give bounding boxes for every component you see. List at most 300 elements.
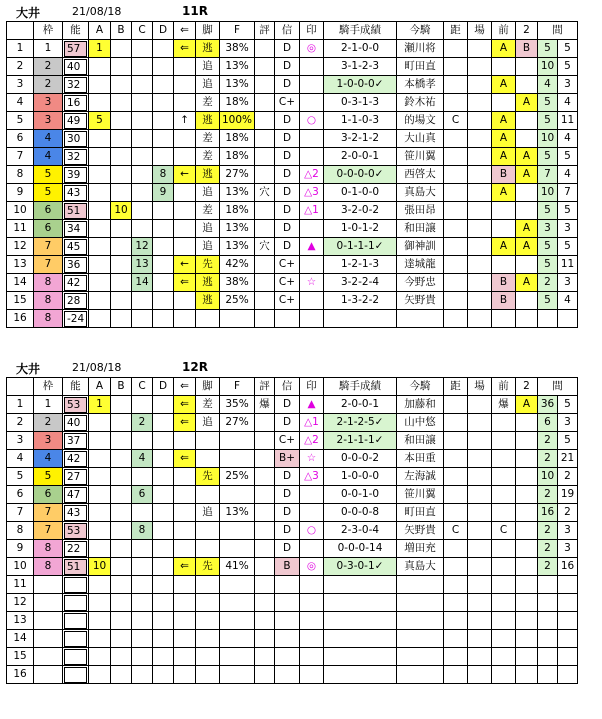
ability-cell (63, 522, 89, 540)
interval-cell-2: 5 (558, 148, 578, 166)
distance-cell (444, 76, 468, 94)
previous-cell: C (492, 522, 516, 540)
second-cell: A (516, 238, 538, 256)
distance-cell (444, 292, 468, 310)
table-row (7, 112, 578, 130)
rating-cell (255, 220, 275, 238)
trust-cell: D (275, 148, 300, 166)
jockey-name-cell: 達城龍 (397, 256, 444, 274)
jockey-record-cell: 0-0-0-0✓ (324, 166, 397, 184)
mark-cell: ☆ (300, 450, 324, 468)
venue-name: 大井 (16, 362, 41, 376)
jockey-record-cell: 3-2-0-2 (324, 202, 397, 220)
mark-cell: △3 (300, 184, 324, 202)
col-d-cell (153, 558, 174, 576)
second-cell (516, 76, 538, 94)
col-d-cell (153, 238, 174, 256)
frame-cell: 6 (34, 486, 63, 504)
col-c-cell (132, 576, 153, 594)
interval-cell-2: 5 (558, 58, 578, 76)
mark-cell (300, 666, 324, 684)
ability-cell (63, 558, 89, 576)
interval-cell-2: 3 (558, 220, 578, 238)
ability-value (64, 631, 87, 647)
rating-cell: 穴 (255, 238, 275, 256)
col-c-cell (132, 540, 153, 558)
course-cell (468, 130, 492, 148)
course-cell (468, 504, 492, 522)
frame-cell (34, 630, 63, 648)
ability-cell (63, 202, 89, 220)
f-percent-cell: 25% (220, 292, 255, 310)
row-number-cell: 11 (7, 576, 34, 594)
trust-cell: C+ (275, 432, 300, 450)
distance-cell (444, 148, 468, 166)
interval-cell-1: 10 (538, 130, 558, 148)
interval-cell-1 (538, 648, 558, 666)
rating-cell (255, 292, 275, 310)
second-cell (516, 310, 538, 328)
interval-cell-1: 3 (538, 220, 558, 238)
ability-value: 32 (64, 149, 87, 165)
leg-style-cell: 逃 (196, 166, 220, 184)
header-cell: 能 (63, 378, 89, 396)
arrow-cell: ← (174, 256, 196, 274)
row-number-cell: 14 (7, 274, 34, 292)
row-number-cell: 3 (7, 432, 34, 450)
col-d-cell (153, 612, 174, 630)
trust-cell: D (275, 414, 300, 432)
ability-cell (63, 130, 89, 148)
ability-value (64, 577, 87, 593)
leg-style-cell: 追 (196, 58, 220, 76)
interval-cell-2: 5 (558, 432, 578, 450)
ability-value: 45 (64, 239, 87, 255)
header-cell: 場 (468, 378, 492, 396)
leg-style-cell: 差 (196, 94, 220, 112)
course-cell (468, 540, 492, 558)
ability-value: 51 (64, 203, 87, 219)
interval-cell-2: 4 (558, 130, 578, 148)
f-percent-cell: 18% (220, 130, 255, 148)
row-number-cell: 2 (7, 414, 34, 432)
mark-cell (300, 148, 324, 166)
f-percent-cell: 18% (220, 202, 255, 220)
rating-cell: 穴 (255, 184, 275, 202)
jockey-record-cell: 2-1-1-1✓ (324, 432, 397, 450)
rating-cell (255, 202, 275, 220)
arrow-cell (174, 576, 196, 594)
col-b-cell (111, 486, 132, 504)
frame-cell: 8 (34, 540, 63, 558)
interval-cell-2: 3 (558, 414, 578, 432)
col-b-cell (111, 414, 132, 432)
col-d-cell (153, 648, 174, 666)
ability-cell (63, 594, 89, 612)
row-number-cell: 15 (7, 648, 34, 666)
f-percent-cell: 13% (220, 76, 255, 94)
distance-cell (444, 576, 468, 594)
ability-value: 42 (64, 275, 87, 291)
frame-cell: 8 (34, 292, 63, 310)
col-b-cell (111, 184, 132, 202)
ability-cell (63, 666, 89, 684)
rating-cell (255, 540, 275, 558)
jockey-name-cell (397, 612, 444, 630)
race-table-11r (6, 21, 578, 328)
ability-cell (63, 396, 89, 414)
previous-cell (492, 612, 516, 630)
col-c-cell: 2 (132, 414, 153, 432)
ability-value: 40 (64, 59, 87, 75)
race-number: 12R (182, 360, 208, 374)
rating-cell (255, 648, 275, 666)
frame-cell: 1 (34, 396, 63, 414)
jockey-record-cell: 1-0-0-0 (324, 468, 397, 486)
previous-cell (492, 648, 516, 666)
f-percent-cell (220, 612, 255, 630)
col-a-cell (89, 292, 111, 310)
second-cell (516, 450, 538, 468)
interval-cell-1: 2 (538, 274, 558, 292)
frame-cell: 4 (34, 130, 63, 148)
col-d-cell (153, 396, 174, 414)
ability-cell (63, 468, 89, 486)
leg-style-cell: 先 (196, 256, 220, 274)
header-cell: 枠 (34, 378, 63, 396)
course-cell (468, 184, 492, 202)
distance-cell (444, 504, 468, 522)
jockey-name-cell: 真島大 (397, 558, 444, 576)
col-c-cell (132, 612, 153, 630)
frame-cell: 3 (34, 94, 63, 112)
interval-cell-1: 5 (538, 40, 558, 58)
ability-value: 22 (64, 541, 87, 557)
jockey-name-cell: 瀬川将 (397, 40, 444, 58)
f-percent-cell (220, 576, 255, 594)
rating-cell (255, 522, 275, 540)
trust-cell: B+ (275, 450, 300, 468)
rating-cell (255, 630, 275, 648)
distance-cell (444, 184, 468, 202)
ability-cell (63, 414, 89, 432)
ability-cell (63, 432, 89, 450)
ability-value: 37 (64, 433, 87, 449)
table-row (7, 540, 578, 558)
col-d-cell (153, 112, 174, 130)
col-a-cell (89, 522, 111, 540)
mark-cell (300, 648, 324, 666)
jockey-name-cell: 加藤和 (397, 396, 444, 414)
jockey-record-cell (324, 310, 397, 328)
arrow-cell (174, 666, 196, 684)
arrow-cell: ⇐ (174, 414, 196, 432)
previous-cell: B (492, 292, 516, 310)
col-d-cell (153, 40, 174, 58)
row-number-cell: 8 (7, 166, 34, 184)
trust-cell: D (275, 468, 300, 486)
arrow-cell (174, 540, 196, 558)
distance-cell (444, 594, 468, 612)
header-cell: C (132, 22, 153, 40)
frame-cell: 8 (34, 558, 63, 576)
leg-style-cell: 追 (196, 184, 220, 202)
second-cell (516, 504, 538, 522)
second-cell (516, 576, 538, 594)
f-percent-cell (220, 666, 255, 684)
ability-value: 43 (64, 505, 87, 521)
trust-cell: D (275, 58, 300, 76)
jockey-record-cell: 2-3-0-4 (324, 522, 397, 540)
race-date: 21/08/18 (72, 5, 122, 18)
table-row (7, 414, 578, 432)
jockey-name-cell: 御神訓 (397, 238, 444, 256)
col-a-cell (89, 486, 111, 504)
row-number-cell: 1 (7, 40, 34, 58)
interval-cell-1: 2 (538, 450, 558, 468)
jockey-record-cell (324, 648, 397, 666)
leg-style-cell (196, 594, 220, 612)
jockey-name-cell: 本田重 (397, 450, 444, 468)
arrow-cell: ⇐ (174, 274, 196, 292)
header-cell: 印 (300, 22, 324, 40)
arrow-cell (174, 130, 196, 148)
jockey-name-cell (397, 648, 444, 666)
leg-style-cell: 逃 (196, 40, 220, 58)
arrow-cell (174, 594, 196, 612)
col-b-cell (111, 468, 132, 486)
frame-cell (34, 648, 63, 666)
interval-cell-1 (538, 612, 558, 630)
col-b-cell (111, 238, 132, 256)
course-cell (468, 522, 492, 540)
col-b-cell (111, 630, 132, 648)
frame-cell: 4 (34, 450, 63, 468)
trust-cell: D (275, 540, 300, 558)
leg-style-cell: 差 (196, 202, 220, 220)
race-date: 21/08/18 (72, 361, 122, 374)
ability-cell (63, 504, 89, 522)
arrow-cell (174, 432, 196, 450)
header-cell: 今騎 (397, 22, 444, 40)
second-cell: A (516, 166, 538, 184)
f-percent-cell: 13% (220, 220, 255, 238)
previous-cell: 爆 (492, 396, 516, 414)
interval-cell-2: 19 (558, 486, 578, 504)
table-row (7, 396, 578, 414)
course-cell (468, 202, 492, 220)
rating-cell (255, 450, 275, 468)
jockey-name-cell: 山中悠 (397, 414, 444, 432)
ability-value: 16 (64, 95, 87, 111)
interval-cell-1: 5 (538, 202, 558, 220)
trust-cell (275, 612, 300, 630)
ability-value (64, 613, 87, 629)
col-a-cell (89, 166, 111, 184)
interval-cell-2 (558, 612, 578, 630)
table-row (7, 238, 578, 256)
col-b-cell (111, 648, 132, 666)
col-a-cell (89, 94, 111, 112)
previous-cell: B (492, 274, 516, 292)
ability-cell (63, 630, 89, 648)
second-cell (516, 612, 538, 630)
col-c-cell (132, 166, 153, 184)
col-b-cell (111, 274, 132, 292)
trust-cell: D (275, 166, 300, 184)
trust-cell (275, 648, 300, 666)
col-d-cell (153, 468, 174, 486)
table-row (7, 40, 578, 58)
leg-style-cell (196, 486, 220, 504)
distance-cell (444, 220, 468, 238)
mark-cell (300, 576, 324, 594)
col-d-cell (153, 310, 174, 328)
col-b-cell (111, 666, 132, 684)
frame-cell: 7 (34, 256, 63, 274)
mark-cell: △2 (300, 432, 324, 450)
row-number-cell: 4 (7, 94, 34, 112)
table-row (7, 558, 578, 576)
rating-cell (255, 594, 275, 612)
frame-cell (34, 666, 63, 684)
arrow-cell (174, 630, 196, 648)
row-number-cell: 5 (7, 112, 34, 130)
distance-cell: C (444, 522, 468, 540)
col-d-cell (153, 504, 174, 522)
previous-cell (492, 220, 516, 238)
jockey-record-cell: 0-0-0-14 (324, 540, 397, 558)
col-c-cell (132, 40, 153, 58)
interval-cell-2: 11 (558, 256, 578, 274)
col-d-cell (153, 130, 174, 148)
col-c-cell (132, 130, 153, 148)
col-c-cell (132, 504, 153, 522)
table-row (7, 256, 578, 274)
col-b-cell (111, 310, 132, 328)
f-percent-cell: 41% (220, 558, 255, 576)
jockey-name-cell: 左海誠 (397, 468, 444, 486)
row-number-cell: 12 (7, 594, 34, 612)
row-number-cell: 2 (7, 58, 34, 76)
f-percent-cell (220, 630, 255, 648)
course-cell (468, 450, 492, 468)
table-row (7, 220, 578, 238)
col-c-cell (132, 76, 153, 94)
jockey-record-cell: 0-1-0-0 (324, 184, 397, 202)
col-b-cell (111, 612, 132, 630)
jockey-name-cell: 増田充 (397, 540, 444, 558)
header-cell: C (132, 378, 153, 396)
trust-cell: D (275, 396, 300, 414)
rating-cell (255, 130, 275, 148)
second-cell: A (516, 274, 538, 292)
course-cell (468, 310, 492, 328)
race-number: 11R (182, 4, 208, 18)
frame-cell: 5 (34, 468, 63, 486)
jockey-name-cell: 笹川翼 (397, 486, 444, 504)
header-cell: 枠 (34, 22, 63, 40)
rating-cell (255, 576, 275, 594)
previous-cell (492, 450, 516, 468)
row-number-cell: 1 (7, 396, 34, 414)
col-b-cell: 10 (111, 202, 132, 220)
distance-cell (444, 648, 468, 666)
second-cell (516, 558, 538, 576)
course-cell (468, 468, 492, 486)
interval-cell-1 (538, 576, 558, 594)
interval-cell-2: 5 (558, 238, 578, 256)
frame-cell: 4 (34, 148, 63, 166)
frame-cell: 6 (34, 202, 63, 220)
leg-style-cell: 逃 (196, 112, 220, 130)
ability-value: 53 (64, 523, 87, 539)
distance-cell (444, 130, 468, 148)
col-b-cell (111, 130, 132, 148)
distance-cell (444, 486, 468, 504)
f-percent-cell: 42% (220, 256, 255, 274)
trust-cell: D (275, 184, 300, 202)
jockey-record-cell: 2-0-0-1 (324, 396, 397, 414)
table-row (7, 594, 578, 612)
arrow-cell (174, 76, 196, 94)
ability-value: 30 (64, 131, 87, 147)
second-cell (516, 58, 538, 76)
header-cell: 距 (444, 22, 468, 40)
col-d-cell (153, 58, 174, 76)
row-number-cell: 10 (7, 558, 34, 576)
ability-cell (63, 292, 89, 310)
col-a-cell (89, 450, 111, 468)
second-cell (516, 256, 538, 274)
mark-cell: △1 (300, 414, 324, 432)
jockey-name-cell: 矢野貴 (397, 522, 444, 540)
f-percent-cell: 18% (220, 94, 255, 112)
jockey-record-cell: 1-2-1-3 (324, 256, 397, 274)
interval-cell-2 (558, 648, 578, 666)
ability-value: 36 (64, 257, 87, 273)
col-a-cell: 10 (89, 558, 111, 576)
trust-cell: D (275, 130, 300, 148)
interval-cell-1 (538, 594, 558, 612)
col-b-cell (111, 396, 132, 414)
leg-style-cell: 差 (196, 130, 220, 148)
distance-cell (444, 274, 468, 292)
col-b-cell (111, 540, 132, 558)
distance-cell (444, 256, 468, 274)
distance-cell (444, 612, 468, 630)
col-d-cell (153, 486, 174, 504)
course-cell (468, 40, 492, 58)
previous-cell: A (492, 40, 516, 58)
course-cell (468, 612, 492, 630)
f-percent-cell: 38% (220, 40, 255, 58)
second-cell (516, 468, 538, 486)
jockey-name-cell: 和田譲 (397, 432, 444, 450)
col-c-cell (132, 58, 153, 76)
col-c-cell: 4 (132, 450, 153, 468)
interval-cell-2: 5 (558, 396, 578, 414)
distance-cell (444, 202, 468, 220)
jockey-record-cell (324, 612, 397, 630)
ability-value: 51 (64, 559, 87, 575)
row-number-cell: 16 (7, 666, 34, 684)
col-b-cell (111, 504, 132, 522)
trust-cell: D (275, 40, 300, 58)
mark-cell: ○ (300, 522, 324, 540)
arrow-cell (174, 220, 196, 238)
course-cell (468, 58, 492, 76)
